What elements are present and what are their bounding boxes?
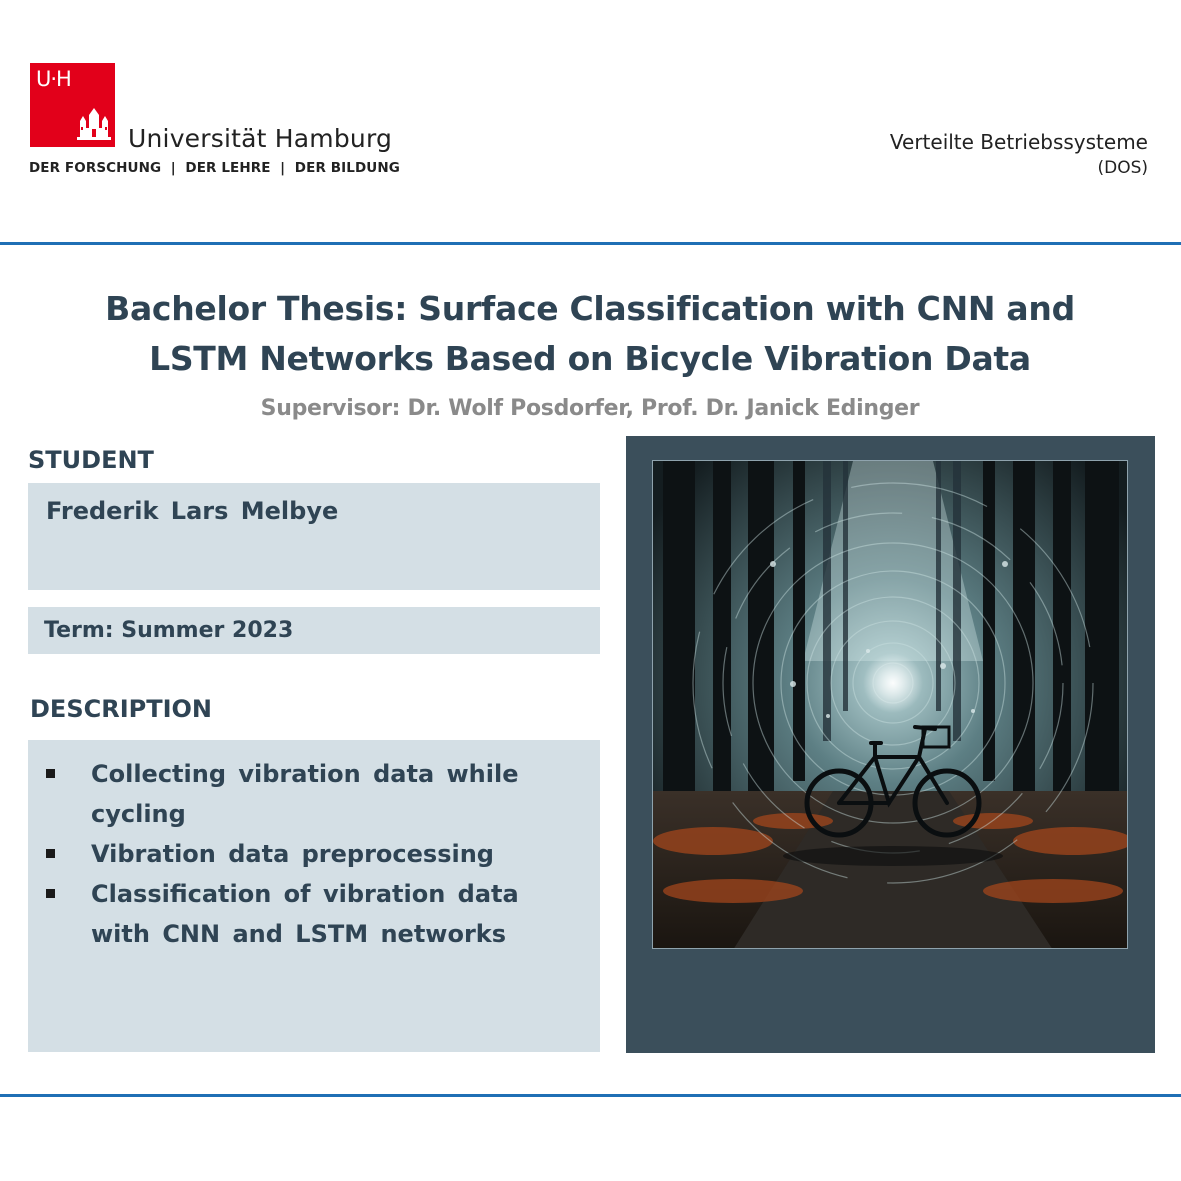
department-abbr: (DOS) [1097,158,1148,178]
thesis-title [90,284,1090,384]
logo-text: U·H [36,67,71,91]
title-line-1: Bachelor Thesis: Surface Classification with CNN and [105,289,1075,328]
list-item: Vibration data preprocessing [44,834,574,874]
square-bullet-icon [46,769,55,778]
top-divider [0,242,1181,245]
supervisor-line: Supervisor: Dr. Wolf Posdorfer, Prof. Dr. Janick Edinger [260,396,920,421]
uhh-logo [30,63,115,147]
student-name: Frederik Lars Melbye [46,497,339,525]
description-list [44,754,574,954]
student-heading: STUDENT [28,446,154,474]
department-name: Verteilte Betriebssysteme [889,130,1148,154]
description-panel [28,740,600,1052]
hamburg-castle-icon [77,107,111,143]
title-line-2: LSTM Networks Based on Bicycle Vibration Data [149,339,1031,378]
term-panel [28,607,600,654]
square-bullet-icon [46,889,55,898]
forest-bicycle-illustration [653,461,1128,949]
forest-bicycle-image [652,460,1128,949]
bottom-divider [0,1094,1181,1097]
university-name: Universität Hamburg [128,124,393,153]
term-text: Term: Summer 2023 [44,618,294,643]
description-heading: DESCRIPTION [30,695,213,723]
department-block [890,130,1148,178]
square-bullet-icon [46,849,55,858]
list-item: Classification of vibration data with CNN and LSTM networks [44,874,574,954]
student-panel [28,483,600,590]
university-motto: DER FORSCHUNG | DER LEHRE | DER BILDUNG [29,160,400,176]
list-item: Collecting vibration data while cycling [44,754,574,834]
